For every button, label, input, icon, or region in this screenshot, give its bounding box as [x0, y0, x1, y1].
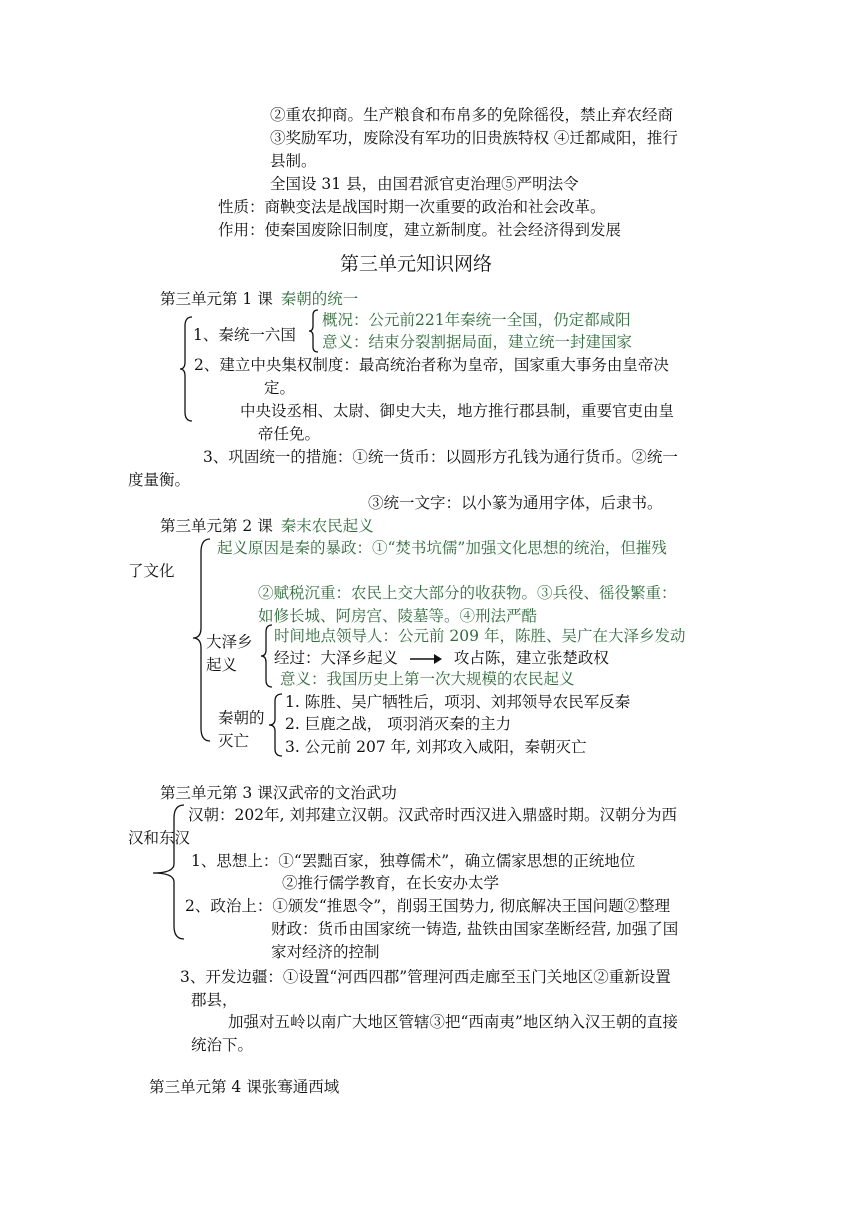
lesson1-item3-line3: ③统一文字：以小篆为通用字体，后隶书。	[368, 494, 663, 512]
lesson3-brace	[152, 804, 186, 940]
lesson1-title-name: 秦朝的统一	[280, 290, 359, 308]
dazexiang-label-line2: 起义	[206, 656, 238, 674]
border-line2: 郡县，	[191, 991, 238, 1009]
lesson2-title-name: 秦末农民起义	[280, 517, 374, 535]
qin-fall-item3: 3. 公元前 207 年, 刘邦攻入咸阳，秦朝灭亡	[285, 738, 587, 756]
lesson2-cause-line4: 如修长城、阿房宫、陵墓等。④刑法严酷	[258, 607, 538, 625]
qin-fall-brace	[268, 693, 284, 757]
reform-effect	[218, 219, 621, 241]
qin-fall-item1: 1. 陈胜、吴广牺牲后，项羽、刘邦领导农民军反秦	[285, 693, 631, 711]
lesson1-item2-line4: 帝任免。	[258, 425, 321, 443]
reform-measure-3-4: ③奖励军功，废除没有军功的旧贵族特权 ④迁都咸阳，推行	[270, 129, 678, 147]
border-line1: 3、开发边疆：①设置“河西四郡”管理河西走廊至玉门关地区②重新设置	[180, 968, 671, 986]
reform-measure-4-cont: 县制。	[270, 152, 317, 170]
thought-line2: ②推行儒学教育，在长安办太学	[282, 874, 500, 892]
thought-line1: 1、思想上：①“罢黜百家，独尊儒术”，确立儒家思想的正统地位	[191, 852, 636, 870]
lesson2-title-prefix: 第三单元第 2 课	[160, 517, 273, 535]
dazexiang-brace	[260, 624, 274, 688]
lesson2-cause-line3: ②赋税沉重：农民上交大部分的收获物。③兵役、徭役繁重：	[258, 584, 677, 602]
reform-measure-5: 全国设 31 县，由国君派官吏治理⑤严明法令	[270, 175, 579, 193]
han-dynasty-line2: 汉和东汉	[128, 829, 191, 847]
dazexiang-process-b: 攻占陈，建立张楚政权	[453, 649, 609, 667]
lesson1-overview: 概况：公元前221年秦统一全国，仍定都咸阳	[322, 311, 631, 329]
lesson1-meaning: 意义：结束分裂割据局面，建立统一封建国家	[322, 333, 633, 351]
reform-nature-label: 性质：	[218, 198, 265, 216]
reform-measure-2: ②重农抑商。生产粮食和布帛多的免除徭役，禁止弃农经商	[270, 106, 674, 124]
lesson2-cause-line2: 了文化	[128, 562, 175, 580]
qin-fall-item2: 2. 巨鹿之战， 项羽消灭秦的主力	[285, 715, 512, 733]
politics-line3: 家对经济的控制	[271, 943, 380, 961]
lesson1-item3-line1: 3、巩固统一的措施：①统一货币：以圆形方孔钱为通行货币。②统一	[203, 448, 678, 466]
han-dynasty-line1: 汉朝：202年, 刘邦建立汉朝。汉武帝时西汉进入鼎盛时期。汉朝分为西	[188, 806, 677, 824]
lesson1-item1-label: 1、秦统一六国	[193, 326, 296, 344]
qin-fall-label-line2: 灭亡	[218, 732, 250, 750]
lesson1-item2-line2: 定。	[264, 379, 296, 397]
politics-line2: 财政：货币由国家统一铸造, 盐铁由国家垄断经营, 加强了国	[271, 920, 679, 938]
arrow-right-icon	[409, 653, 443, 665]
lesson1-title-prefix: 第三单元第 1 课	[160, 290, 273, 308]
border-line3: 加强对五岭以南广大地区管辖③把“西南夷”地区纳入汉王朝的直接	[228, 1013, 678, 1031]
reform-effect-label: 作用：	[218, 221, 265, 239]
lesson1-title	[160, 288, 358, 310]
reform-effect-text: 使秦国废除旧制度，建立新制度。社会经济得到发展	[264, 221, 622, 239]
dazexiang-process	[274, 647, 609, 669]
dazexiang-process-a: 经过：大泽乡起义	[274, 649, 399, 667]
lesson1-item1-brace	[308, 309, 320, 353]
lesson3-title: 第三单元第 3 课汉武帝的文治武功	[160, 784, 397, 802]
qin-fall-label-line1: 秦朝的	[218, 709, 265, 727]
politics-line1: 2、政治上：①颁发“推恩令”，削弱王国势力, 彻底解决王国问题②整理	[185, 897, 671, 915]
lesson4-title: 第三单元第 4 课张骞通西域	[149, 1078, 340, 1096]
reform-nature-text: 商鞅变法是战国时期一次重要的政治和社会改革。	[264, 198, 606, 216]
unit-title: 第三单元知识网络	[340, 253, 493, 275]
lesson2-title	[160, 515, 374, 537]
dazexiang-label-line1: 大泽乡	[206, 633, 253, 651]
lesson1-item2-line3: 中央设丞相、太尉、御史大夫，地方推行郡县制，重要官吏由皇	[240, 402, 675, 420]
dazexiang-time-place-leaders: 时间地点领导人：公元前 209 年，陈胜、吴广在大泽乡发动	[274, 627, 686, 645]
lesson1-brace	[180, 316, 194, 422]
border-line4: 统治下。	[191, 1036, 254, 1054]
lesson1-item2-line1: 2、建立中央集权制度：最高统治者称为皇帝，国家重大事务由皇帝决	[194, 356, 669, 374]
lesson2-cause-line1: 起义原因是秦的暴政：①“焚书坑儒”加强文化思想的统治，但摧残	[217, 539, 667, 557]
dazexiang-meaning: 意义：我国历史上第一次大规模的农民起义	[280, 670, 575, 688]
lesson1-item3-line2: 度量衡。	[128, 471, 191, 489]
reform-nature	[218, 196, 606, 218]
